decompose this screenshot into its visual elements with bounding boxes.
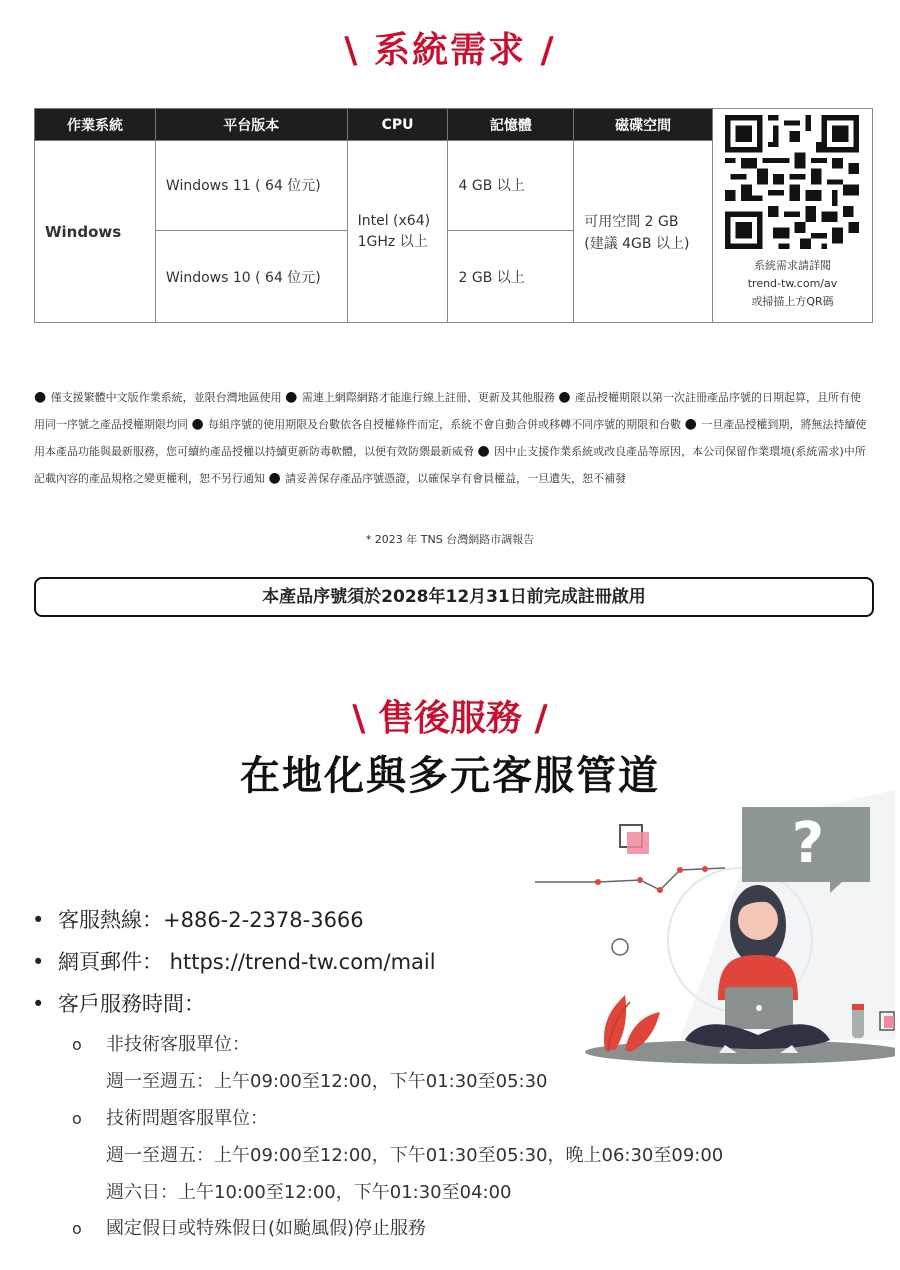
system-requirements-title — [0, 22, 900, 73]
note-2: 需連上網際網路才能進行線上註冊、更新及其他服務 — [301, 391, 555, 404]
note-5: 一旦產品授權到期，將無法持續使用本產品功能與最新服務，您可續約產品授權以持續更新防毒軟體，以便有效防禦最新威脅 — [34, 418, 867, 458]
hours-label: 客戶服務時間： — [58, 992, 205, 1016]
tech-label-row — [72, 1104, 268, 1130]
slash-left-icon: \ — [352, 698, 366, 739]
slash-right-icon: / — [540, 30, 556, 71]
slash-right-icon: / — [534, 698, 548, 739]
cpu-cell — [347, 141, 448, 323]
header-cpu: CPU — [347, 109, 448, 141]
registration-deadline-box: 本產品序號須於2028年12月31日前完成註冊啟用 — [34, 577, 874, 617]
note-7: 請妥善保存產品序號憑證，以確保享有會員權益，一旦遺失，恕不補發 — [285, 472, 627, 485]
system-requirements-title-text: 系統需求 — [373, 30, 526, 71]
list-item-email — [32, 946, 436, 976]
disk-line-1: 可用空間 2 GB — [584, 213, 679, 230]
holiday-text: 國定假日或特殊假日(如颱風假)停止服務 — [106, 1218, 427, 1239]
header-platform: 平台版本 — [155, 109, 347, 141]
svg-text:?: ? — [791, 811, 825, 876]
qr-code-icon[interactable] — [723, 115, 861, 249]
tech-hours-weekend: 週六日：上午10:00至12:00，下午01:30至04:00 — [106, 1182, 512, 1203]
requirements-table — [34, 108, 873, 323]
cpu-line-1: Intel (x64) — [357, 212, 431, 229]
support-title — [0, 690, 900, 741]
list-item-hotline — [32, 904, 364, 934]
tech-label: 技術問題客服單位： — [106, 1108, 268, 1129]
note-6: 因中止支援作業系統或改良產品等原因，本公司保留作業環境(系統需求)中所記載內容的產品規格之變更權利，恕不另行通知 — [34, 445, 866, 485]
note-4: 每組序號的使用期限及台數依各自授權條件而定，系統不會自動合併或移轉不同序號的期限和台數 — [208, 418, 682, 431]
os-cell: Windows — [35, 141, 156, 323]
notes-paragraph: ● 僅支援繁體中文版作業系統，並限台灣地區使用 ● 需連上網際網路才能進行線上註冊、更新及其他服務 ● 產品授權期限以第一次註冊產品序號的日期起算，且所有使用同一序號之產品授權期限均同 ● 每組序號的使用期限及台數依各自授權條件而定，系統不會自動合併或移轉不同序號的期限和台數 ● 一旦產品授權到期，將無法持續使用本產品功能與最新服務，您可續約產品授權以持續更新防毒軟體，以便有效防禦最新威脅 ● 因中止支援作業系統或改良產品等原因，本公司保留作業環境(系統需求)中所記載內容的產品規格之變更權利，恕不另行通知 ● 請妥善保存產品序號憑證，以確保享有會員權益，一旦遺失，恕不補發 — [34, 389, 867, 486]
qr-cell — [712, 109, 872, 323]
laptop-user-illustration — [530, 790, 895, 1080]
survey-footnote: * 2023 年 TNS 台灣網路市調報告 — [365, 533, 535, 546]
header-os: 作業系統 — [35, 109, 156, 141]
slash-left-icon: \ — [344, 30, 360, 71]
list-item-hours — [32, 988, 205, 1018]
tech-hours-weekday: 週一至週五：上午09:00至12:00，下午01:30至05:30，晚上06:30至09:00 — [106, 1145, 724, 1166]
email-link[interactable]: 網頁郵件： https://trend-tw.com/mail — [58, 950, 436, 974]
header-disk: 磁碟空間 — [574, 109, 713, 141]
support-title-text: 售後服務 — [377, 698, 522, 739]
circle-bullet-icon: o — [72, 1219, 82, 1238]
bullet-icon: • — [32, 950, 45, 974]
cpu-line-2: 1GHz 以上 — [357, 233, 428, 250]
non-tech-hours: 週一至週五：上午09:00至12:00，下午01:30至05:30 — [106, 1071, 548, 1092]
qr-caption-url: trend-tw.com/av — [747, 277, 838, 290]
platform-cell-1: Windows 11 ( 64 位元) — [155, 141, 347, 231]
non-tech-label-row — [72, 1030, 250, 1056]
memory-cell-1: 4 GB 以上 — [448, 141, 574, 231]
qr-caption-3: 或掃描上方QR碼 — [751, 295, 834, 308]
platform-cell-2: Windows 10 ( 64 位元) — [155, 231, 347, 323]
header-memory: 記憶體 — [448, 109, 574, 141]
table-header-row — [35, 109, 873, 141]
memory-cell-2: 2 GB 以上 — [448, 231, 574, 323]
non-tech-label: 非技術客服單位： — [106, 1034, 250, 1055]
circle-bullet-icon: o — [72, 1109, 82, 1128]
circle-bullet-icon: o — [72, 1035, 82, 1054]
hotline-text[interactable]: 客服熱線：+886-2-2378-3666 — [58, 908, 364, 932]
qr-caption-1: 系統需求請詳閱 — [753, 259, 831, 272]
disk-cell — [574, 141, 713, 323]
support-subtitle: 在地化與多元客服管道 — [240, 753, 660, 799]
holiday-row — [72, 1214, 426, 1240]
note-3: 產品授權期限以第一次註冊產品序號的日期起算，且所有使用同一序號之產品授權期限均同 — [34, 391, 862, 431]
bullet-icon: • — [32, 908, 45, 932]
bullet-icon: • — [32, 992, 45, 1016]
disk-line-2: (建議 4GB 以上) — [584, 235, 690, 252]
note-1: 僅支援繁體中文版作業系統，並限台灣地區使用 — [50, 391, 282, 404]
